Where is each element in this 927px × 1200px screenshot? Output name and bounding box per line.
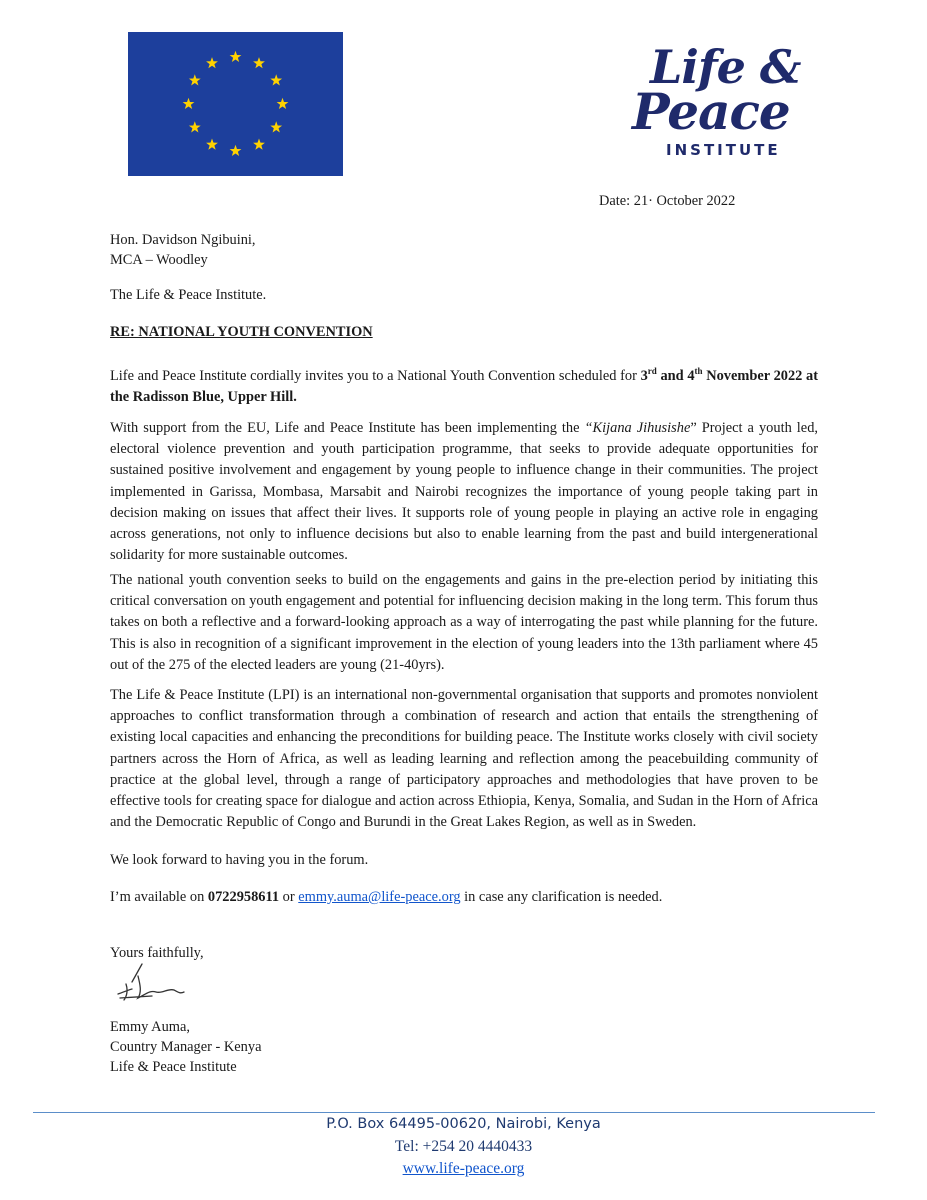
contact-tail: in case any clarification is needed. xyxy=(460,889,663,905)
contact-phone: 0722958611 xyxy=(207,889,280,905)
contact-paragraph xyxy=(110,887,818,908)
invite-rest: November 2022 at the Radisson Blue, Upper Hill. xyxy=(110,367,819,405)
project-close: ” xyxy=(690,420,697,436)
contact-lead: I’m available on xyxy=(110,889,208,905)
eu-flag-logo xyxy=(128,32,343,176)
invitation-paragraph xyxy=(110,361,818,408)
closing: Yours faithfully, xyxy=(110,945,204,961)
lpi-logo xyxy=(610,40,810,165)
footer-website-link[interactable]: www.life-peace.org xyxy=(402,1160,525,1177)
contact-email-link[interactable]: emmy.auma@life-peace.org xyxy=(298,889,461,905)
logo-line-3: INSTITUTE xyxy=(666,141,781,159)
lpi-about-paragraph: The Life & Peace Institute (LPI) is an international non-governmental organisation that supports and promotes nonviolent approaches to conflict transformation through a combination of research and action that entails the strengthening of existing local capacities and enhancing the preconditions for building peace. The Institute works closely with civil society partners across the Horn of Africa, as well as leading learning and reflection among the peacebuilding community of practice at the global level, through a range of participatory approaches and methodologies that have proven to be effective tools for creating space for dialogue and action across Ethiopia, Kenya, Somalia, and Sudan in the Horn of Africa and the Democratic Republic of Congo and Burundi in the Great Lakes Region, as well as in Sweden. xyxy=(110,687,818,831)
contact-or: or xyxy=(279,889,299,905)
signatory-role: Country Manager - Kenya xyxy=(110,1039,262,1055)
forward-paragraph: We look forward to having you in the forum. xyxy=(110,852,369,868)
sender-org: The Life & Peace Institute. xyxy=(110,287,267,303)
footer-telephone: Tel: +254 20 4440433 xyxy=(394,1138,533,1155)
subject-line: RE: NATIONAL YOUTH CONVENTION xyxy=(110,324,373,340)
logo-line-1: Life & xyxy=(650,40,801,94)
signatory-block xyxy=(110,1017,261,1077)
recipient-block xyxy=(110,230,256,270)
logo-line-2: Peace xyxy=(632,82,790,141)
invite-text: Life and Peace Institute cordially invites you to a National Youth Convention scheduled for xyxy=(110,367,641,384)
signature-image xyxy=(112,962,192,1004)
invite-and: and 4 xyxy=(656,367,695,384)
signatory-org: Life & Peace Institute xyxy=(110,1059,237,1075)
letter-date: Date: 21· October 2022 xyxy=(599,193,736,209)
recipient-name: Hon. Davidson Ngibuini, xyxy=(110,232,256,248)
signature-icon xyxy=(112,962,192,1004)
project-name: “Kijana Jihusishe xyxy=(584,420,691,436)
recipient-title: MCA – Woodley xyxy=(110,252,208,268)
project-paragraph xyxy=(110,418,818,566)
footer-address: P.O. Box 64495-00620, Nairobi, Kenya xyxy=(326,1116,601,1132)
para2-body: Project a youth led, electoral violence prevention and youth participation programme, that seeks to provide adequate opportunities for sustained positive involvement and engagement by young people to influence change in their communities. The project implemented in Garissa, Mombasa, Marsabit and Nairobi recognizes the importance of young people taking part in decision making on issues that affect their lives. It supports role of young people in playing an active role in engaging across generations, not only to influence decisions but also to enable learning from the past and build intergenerational solidarity for more sustainable outcomes. xyxy=(110,420,818,564)
eu-flag-icon xyxy=(128,32,343,176)
invite-sup1: rd xyxy=(647,366,657,376)
invite-sup2: th xyxy=(694,366,703,376)
para2-lead: With support from the EU, Life and Peace Institute has been implementing the xyxy=(110,420,585,436)
footer-divider xyxy=(33,1112,875,1113)
convention-paragraph: The national youth convention seeks to build on the engagements and gains in the pre-election period by initiating this critical conversation on youth engagement and potential for influencing decision making in the long term. This forum thus takes on both a reflective and a forward-looking approach as a way of interrogating the past while planning for the future. This is also in recognition of a significant improvement in the election of young leaders into the 13th parliament where 45 out of the 275 of the elected leaders are young (21-40yrs). xyxy=(110,572,818,673)
signatory-name: Emmy Auma, xyxy=(110,1019,190,1035)
invite-day1: 3 xyxy=(640,367,648,384)
